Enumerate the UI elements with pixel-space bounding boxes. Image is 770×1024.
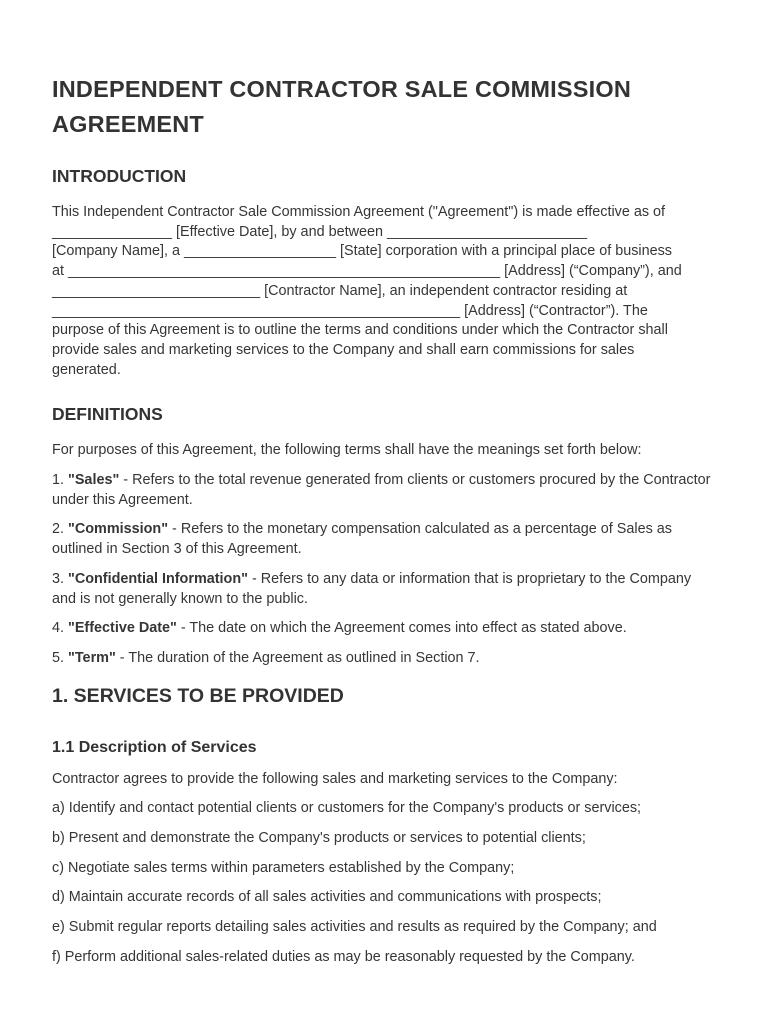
section-heading-definitions: DEFINITIONS [52,404,163,425]
definition-item [52,471,718,510]
definition-text: - Refers to the total revenue generated from clients or customers procured by the Contractor under this Agreement. [52,472,711,508]
services-lead: Contractor agrees to provide the following sales and marketing services to the Company: [52,770,618,787]
definition-term: "Sales" [68,472,120,489]
services-list [52,799,718,967]
intro-line: ___________________________________________________ [Address] (“Contractor”). The [52,302,648,319]
intro-line: generated. [52,361,121,378]
intro-line: at ______________________________________________________ [Address] (“Company”), and [52,263,682,280]
definitions-list [52,471,718,669]
definition-number: 5. [52,649,65,666]
service-item: d) Maintain accurate records of all sales activities and communications with prospects; [52,889,602,906]
intro-paragraph [52,203,718,380]
definition-term: "Commission" [68,521,169,538]
intro-line: provide sales and marketing services to the Company and shall earn commissions for sales [52,341,635,358]
definition-text: - Refers to the monetary compensation calculated as a percentage of Sales as outlined in Section 3 of this Agreement. [52,521,672,558]
definitions-lead: For purposes of this Agreement, the following terms shall have the meanings set forth below: [52,442,642,459]
page-title: INDEPENDENT CONTRACTOR SALE COMMISSION AGREEMENT [52,76,632,137]
definition-text: - The date on which the Agreement comes into effect as stated above. [180,620,627,637]
definition-item [52,520,718,559]
definition-number: 4. [52,620,65,637]
definition-text: - The duration of the Agreement as outlined in Section 7. [119,649,480,666]
definition-term: "Effective Date" [68,620,177,637]
service-item: a) Identify and contact potential clients or customers for the Company's products or services; [52,800,642,817]
definition-number: 3. [52,570,65,587]
intro-line: purpose of this Agreement is to outline the terms and conditions under which the Contractor shall [52,322,668,339]
definition-term: "Confidential Information" [68,570,248,587]
definition-number: 1. [52,472,65,489]
service-item: b) Present and demonstrate the Company's products or services to potential clients; [52,830,586,847]
intro-line: This Independent Contractor Sale Commission Agreement ("Agreement") is made effective as of [52,204,666,220]
definition-item [52,570,718,609]
service-item: f) Perform additional sales-related duties as may be reasonably requested by the Company. [52,948,635,965]
definition-term: "Term" [68,649,116,666]
intro-line: [Company Name], a ___________________ [State] corporation with a principal place of business [52,243,672,260]
service-item: c) Negotiate sales terms within parameters established by the Company; [52,859,515,876]
service-item: e) Submit regular reports detailing sales activities and results as required by the Company; and [52,919,657,936]
definition-text: - Refers to any data or information that is proprietary to the Company and is not generally known to the public. [52,570,692,607]
definition-item [52,619,718,639]
definition-number: 2. [52,521,65,538]
subsection-heading-description-of-services: 1.1 Description of Services [52,738,257,756]
definition-item [52,649,718,669]
section-heading-services: 1. SERVICES TO BE PROVIDED [52,684,344,707]
intro-line: __________________________ [Contractor Name], an independent contractor residing at [52,282,628,299]
section-heading-introduction: INTRODUCTION [52,166,187,186]
intro-line: _______________ [Effective Date], by and between _________________________ [52,223,588,240]
